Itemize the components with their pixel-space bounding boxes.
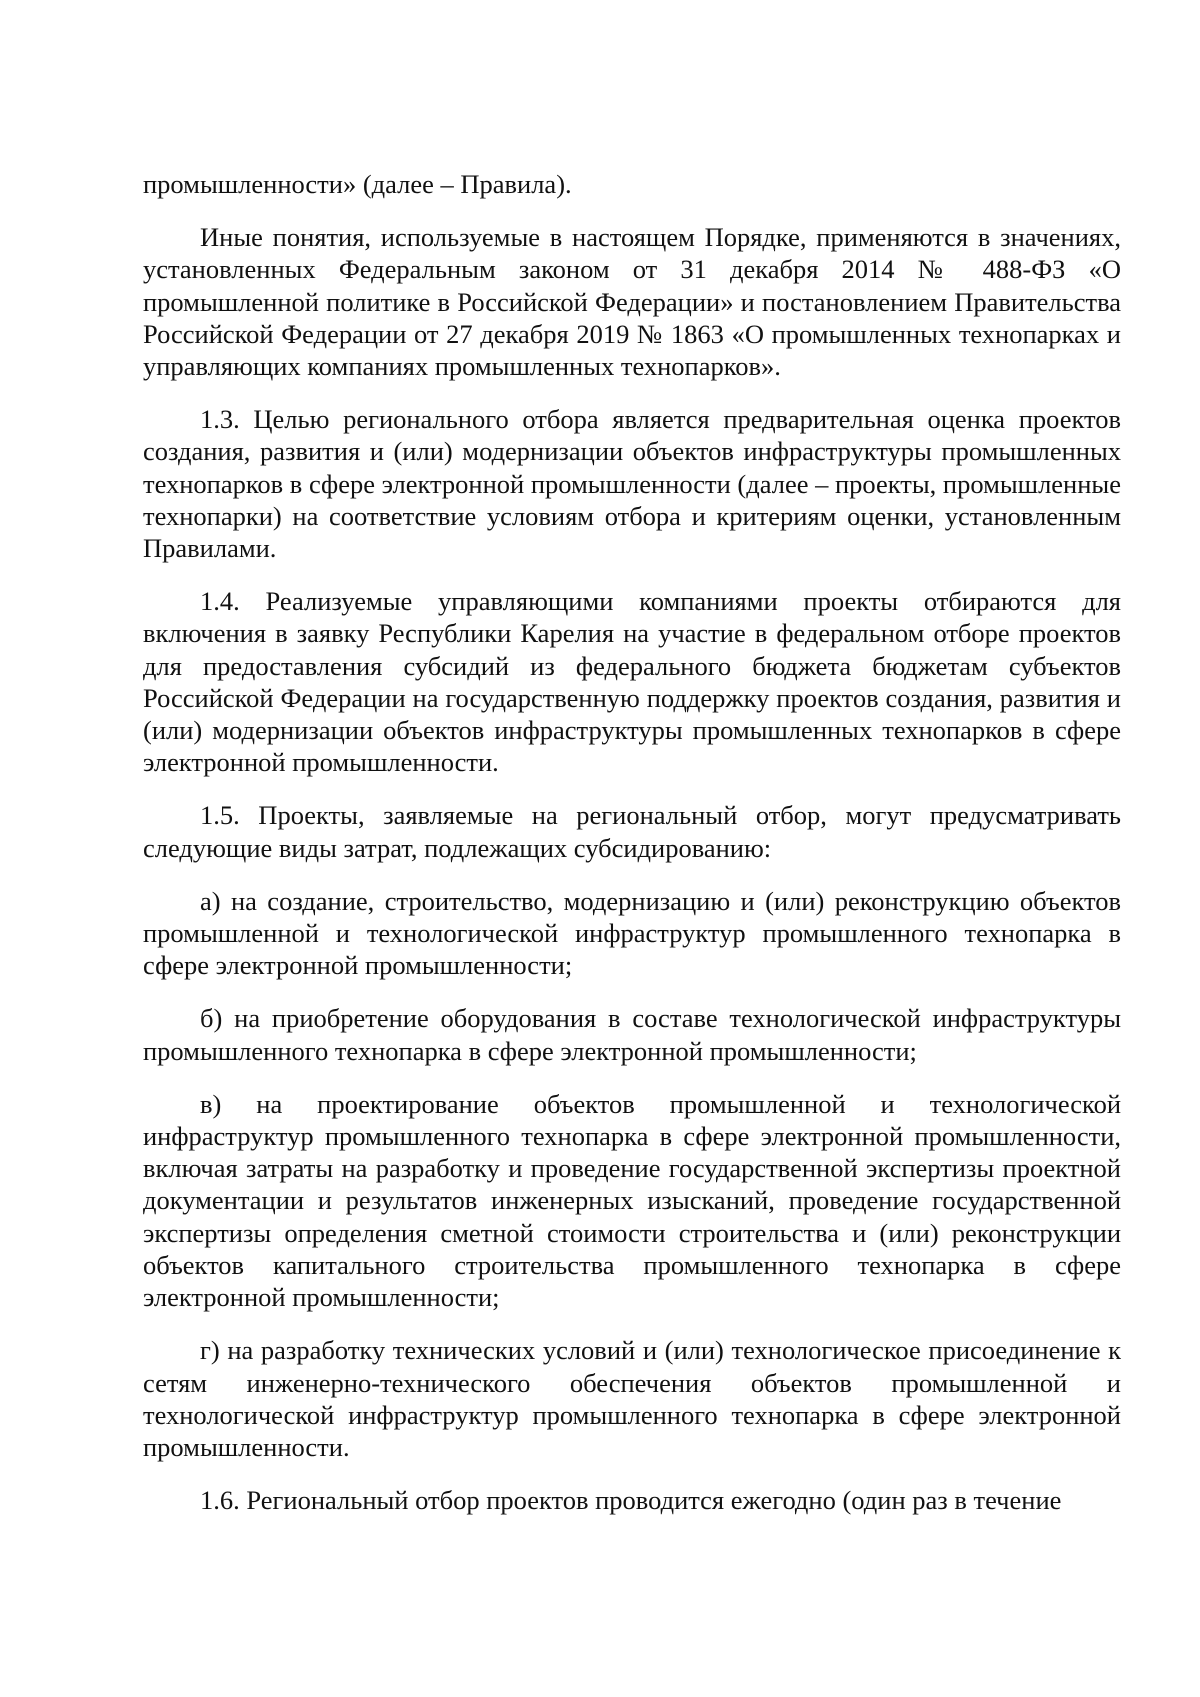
paragraph-1-6-annual: 1.6. Региональный отбор проектов проводится ежегодно (один раз в течение	[200, 1485, 1062, 1516]
paragraph-1-5-costs: 1.5. Проекты, заявляемые на региональный отбор, могут предусматривать следующие виды затрат, подлежащих субсидированию:	[143, 800, 1121, 863]
paragraph-item-a: а) на создание, строительство, модернизацию и (или) реконструкцию объектов промышленной и технологической инфраструктур промышленного технопарка в сфере электронной промышленности;	[143, 885, 1121, 981]
paragraph-rules-reference: промышленности» (далее – Правила).	[143, 169, 572, 199]
paragraph-other-concepts: Иные понятия, используемые в настоящем Порядке, применяются в значениях, установленных Федеральным законом от 31 декабря 2014 № 488-ФЗ «О промышленной политике в Российской Федерации» и постановлением Правительства Российской Федерации от 27 декабря 2019 № 1863 «О промышленных технопарках и управляющих компаниях промышленных технопарков».	[143, 222, 1121, 382]
paragraph-item-v: в) на проектирование объектов промышленной и технологической инфраструктур промышленного технопарка в сфере электронной промышленности, включая затраты на разработку и проведение государственной экспертизы проектной документации и результатов инженерных изысканий, проведение государственной экспертизы определения сметной стоимости строительства и (или) реконструкции объектов капитального строительства промышленного технопарка в сфере электронной промышленности;	[143, 1088, 1121, 1313]
paragraph-item-b: б) на приобретение оборудования в составе технологической инфраструктуры промышленного технопарка в сфере электронной промышленности;	[143, 1003, 1121, 1066]
paragraph-item-g: г) на разработку технических условий и (или) технологическое присоединение к сетям инженерно-технического обеспечения объектов промышленной и технологической инфраструктур промышленного технопарка в сфере электронной промышленности.	[143, 1335, 1121, 1462]
paragraph-1-4-selection: 1.4. Реализуемые управляющими компаниями проекты отбираются для включения в заявку Республики Карелия на участие в федеральном отборе проектов для предоставления субсидий из федерального бюджета бюджетам субъектов Российской Федерации на государственную поддержку проектов создания, развития и (или) модернизации объектов инфраструктуры промышленных технопарков в сфере электронной промышленности.	[143, 586, 1121, 778]
document-body	[143, 168, 1121, 1537]
paragraph-1-3-goal: 1.3. Целью регионального отбора является предварительная оценка проектов создания, развития и (или) модернизации объектов инфраструктуры промышленных технопарков в сфере электронной промышленности (далее – проекты, промышленные технопарки) на соответствие условиям отбора и критериям оценки, установленным Правилами.	[143, 404, 1121, 564]
